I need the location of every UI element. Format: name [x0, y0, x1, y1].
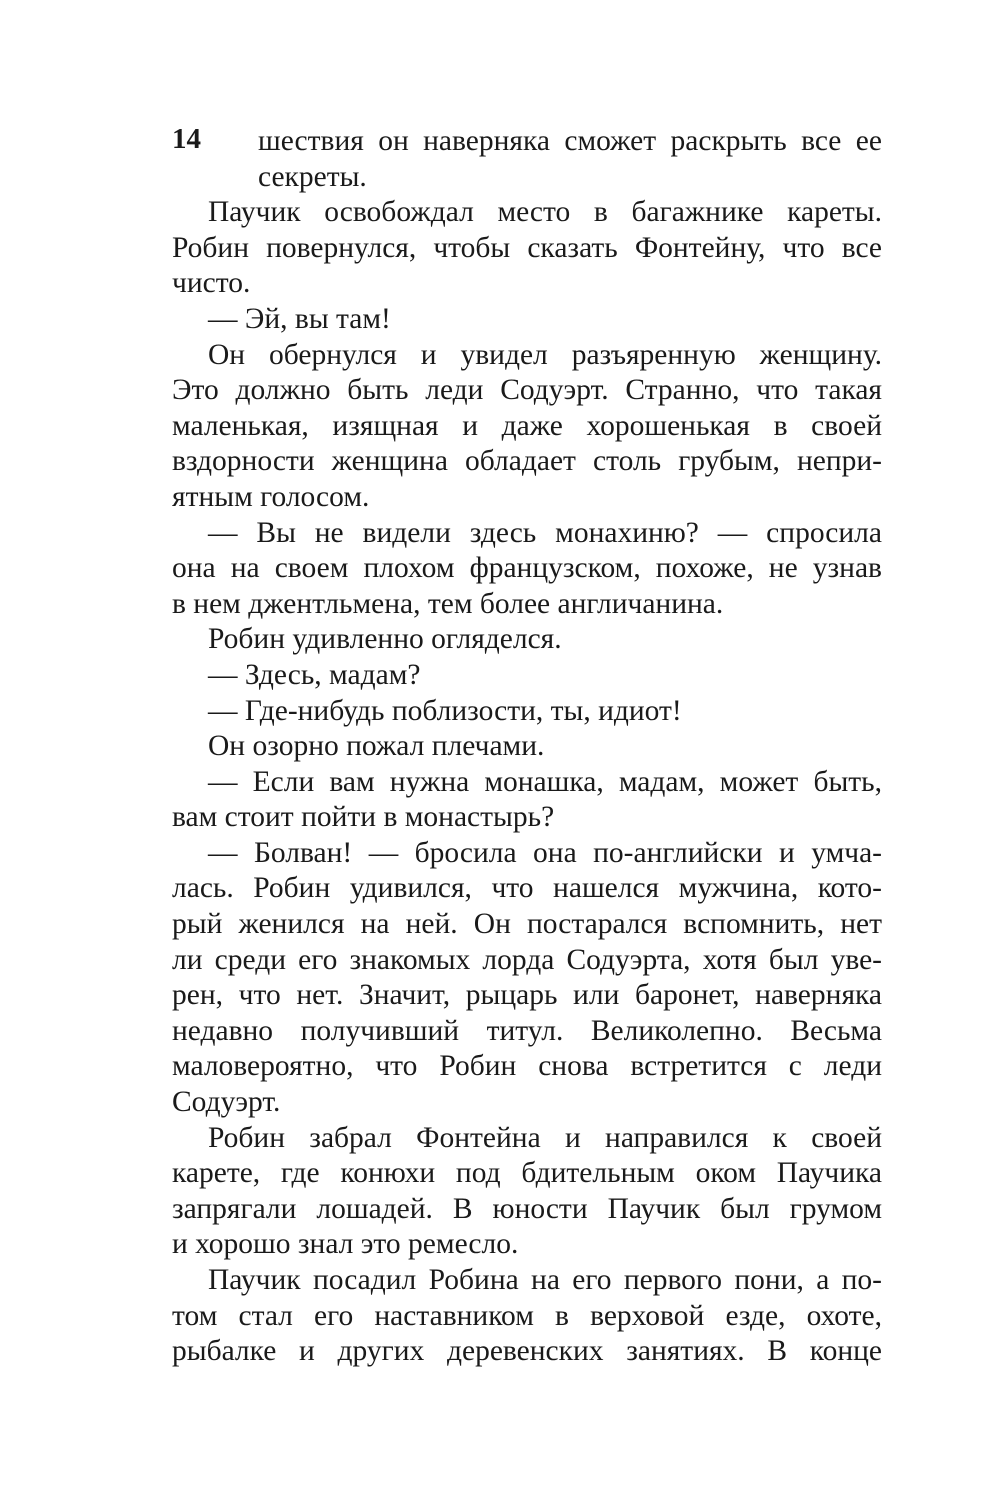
text-line: ятным голосом.: [172, 480, 370, 513]
text-line: ли среди его знакомых лорда Содуэрта, хотя был уве-: [172, 943, 882, 976]
text-line: Робин забрал Фонтейна и направился к своей: [208, 1121, 882, 1154]
text-line: маленькая, изящная и даже хорошенькая в своей: [172, 409, 882, 442]
text-line: она на своем плохом французском, похоже, не узнав: [172, 552, 882, 585]
text-line: — Где-нибудь поблизости, ты, идиот!: [208, 694, 682, 727]
text-line: рыбалке и других деревенских занятиях. В конце: [172, 1335, 882, 1368]
text-line: Паучик освобождал место в багажнике кареты.: [208, 196, 882, 229]
text-line: шествия он наверняка сможет раскрыть все ее: [258, 125, 882, 157]
text-line: и хорошо знал это ремесло.: [172, 1228, 519, 1261]
text-line: — Если вам нужна монашка, мадам, может быть,: [208, 765, 882, 798]
text-line: Робин повернулся, чтобы сказать Фонтейну, что все: [172, 231, 882, 264]
text-line: рен, что нет. Значит, рыцарь или баронет, наверняка: [172, 979, 882, 1012]
text-line: лась. Робин удивился, что нашелся мужчина, кото-: [172, 872, 882, 905]
text-line: — Здесь, мадам?: [208, 658, 421, 691]
text-line: Он обернулся и увидел разъяренную женщину.: [208, 338, 882, 371]
text-line: карете, где конюхи под бдительным оком Паучика: [172, 1157, 882, 1190]
text-line: том стал его наставником в верховой езде, охоте,: [172, 1299, 882, 1332]
body-text: [172, 124, 882, 1370]
text-line: Содуэрт.: [172, 1086, 281, 1119]
text-line: — Вы не видели здесь монахиню? — спросила: [208, 516, 882, 549]
text-line: Паучик посадил Робина на его первого пони, а по-: [208, 1264, 882, 1296]
text-line: Он озорно пожал плечами.: [208, 730, 545, 763]
text-line: маловероятно, что Робин снова встретится с леди: [172, 1050, 882, 1083]
text-line: — Болван! — бросила она по-английски и умча-: [208, 836, 882, 869]
text-line: в нем джентльмена, тем более англичанина.: [172, 587, 724, 620]
text-line: Робин удивленно огляделся.: [208, 623, 562, 656]
text-line: чисто.: [172, 267, 251, 300]
page-number: 14: [172, 123, 201, 155]
text-line: недавно получивший титул. Великолепно. Весьма: [172, 1014, 882, 1047]
text-line: вам стоит пойти в монастырь?: [172, 801, 555, 834]
text-line: запрягали лошадей. В юности Паучик был грумом: [172, 1192, 882, 1225]
text-line: Это должно быть леди Содуэрт. Странно, что такая: [172, 374, 882, 407]
text-line: рый женился на ней. Он постарался вспомнить, нет: [172, 908, 882, 941]
text-line: вздорности женщина обладает столь грубым, непри-: [172, 445, 882, 478]
text-line: — Эй, вы там!: [208, 302, 391, 335]
text-line: секреты.: [258, 160, 367, 193]
